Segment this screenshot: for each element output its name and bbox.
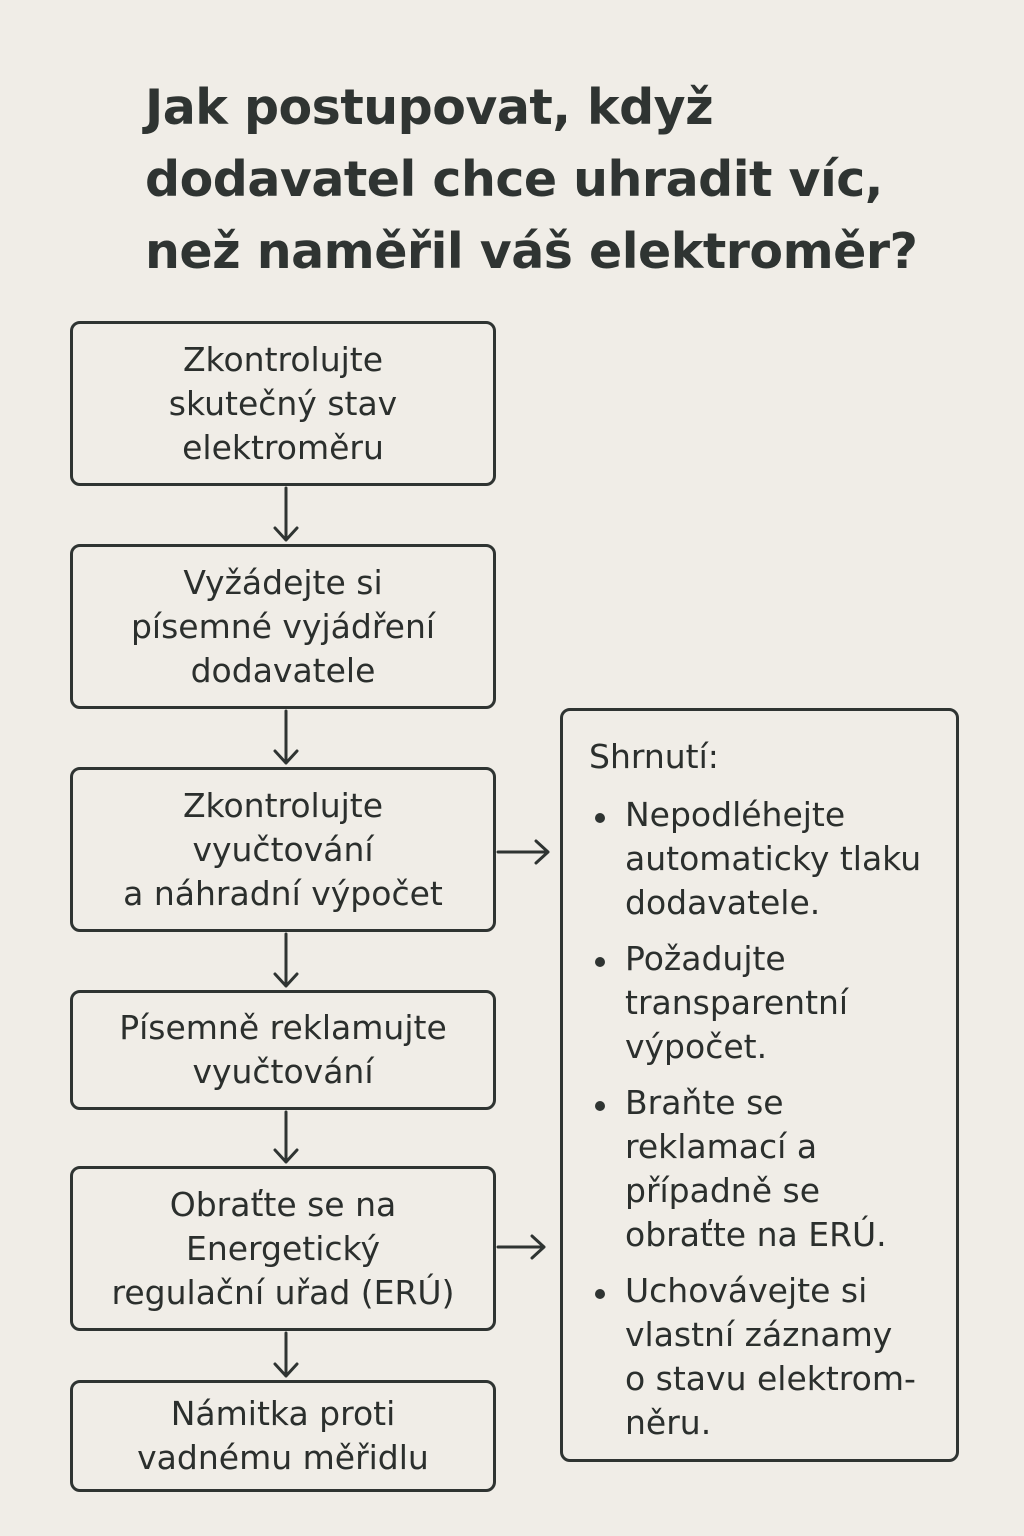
step-label-line: Vyžádejte si — [183, 562, 383, 602]
step-label-line: vyučtování — [192, 829, 374, 869]
arrow-down-icon — [270, 1110, 302, 1166]
step-label — [123, 784, 443, 916]
bullet-text — [625, 1081, 921, 1257]
bullet-text — [625, 1269, 921, 1445]
bullet-line: Braňte se — [625, 1083, 784, 1122]
page-title — [145, 72, 965, 288]
bullet-line: výpočet. — [625, 1027, 768, 1066]
step-box-5 — [70, 1166, 496, 1331]
bullet-text — [625, 937, 921, 1069]
step-label-line: vyučtování — [192, 1052, 374, 1091]
step-box-6 — [70, 1380, 496, 1492]
step-label — [131, 561, 435, 693]
step-label-line: Písemně reklamujte — [119, 1008, 447, 1047]
bullet-line: něru. — [625, 1403, 712, 1442]
bullet-line: reklamací a — [625, 1127, 818, 1166]
arrow-down-icon — [270, 709, 302, 767]
list-item — [593, 793, 921, 925]
bullet-line: Nepodléhejte — [625, 795, 846, 834]
bullet-text — [625, 793, 921, 925]
summary-box — [560, 708, 959, 1462]
arrow-right-icon — [496, 1231, 548, 1263]
step-label — [137, 1392, 429, 1480]
step-label — [112, 1183, 455, 1315]
list-item — [593, 1081, 921, 1257]
arrow-down-icon — [270, 1331, 302, 1380]
bullet-icon — [595, 957, 605, 967]
step-box-1 — [70, 321, 496, 486]
bullet-line: Uchovávejte si — [625, 1271, 868, 1310]
bullet-icon — [595, 1289, 605, 1299]
step-label-line: Zkontrolujte — [182, 785, 384, 825]
step-label-line: regulační uřad (ERÚ) — [111, 1272, 455, 1312]
list-item — [593, 1269, 921, 1445]
step-box-4 — [70, 990, 496, 1110]
step-label — [169, 338, 397, 470]
bullet-line: případně se — [625, 1171, 821, 1210]
step-label-line: skutečný stav — [168, 383, 398, 423]
step-label-line: písemné vyjádření — [130, 606, 436, 646]
step-box-2 — [70, 544, 496, 709]
list-item — [593, 937, 921, 1069]
step-label-line: dodavatele — [190, 650, 376, 690]
bullet-icon — [595, 1101, 605, 1111]
arrow-down-icon — [270, 932, 302, 990]
title-line: dodavatel chce uhradit víc, — [145, 151, 883, 208]
step-label-line: vadnému měřidlu — [137, 1438, 429, 1477]
summary-title: Shrnutí: — [589, 737, 719, 776]
step-label-line: a náhradní výpočet — [123, 873, 443, 913]
title-line: než naměřil váš elektroměr? — [145, 223, 918, 280]
bullet-line: obraťte na ERÚ. — [625, 1215, 887, 1254]
title-line: Jak postupovat, když — [145, 79, 714, 136]
arrow-right-icon — [496, 836, 552, 868]
step-label-line: Energetický — [185, 1228, 380, 1268]
bullet-line: Požadujte — [625, 939, 786, 978]
bullet-line: vlastní záznamy — [625, 1315, 893, 1354]
step-label-line: elektroměru — [182, 427, 384, 467]
arrow-down-icon — [270, 486, 302, 544]
bullet-line: o stavu elektrom- — [625, 1359, 916, 1398]
summary-list — [593, 793, 921, 1457]
step-label-line: Zkontrolujte — [182, 339, 384, 379]
step-box-3 — [70, 767, 496, 932]
bullet-line: automaticky tlaku — [625, 839, 922, 878]
bullet-line: dodavatele. — [625, 883, 821, 922]
bullet-line: transparentní — [625, 983, 849, 1022]
bullet-icon — [595, 813, 605, 823]
step-label — [119, 1006, 447, 1094]
step-label-line: Obraťte se na — [169, 1184, 397, 1224]
step-label-line: Námitka proti — [170, 1394, 396, 1433]
